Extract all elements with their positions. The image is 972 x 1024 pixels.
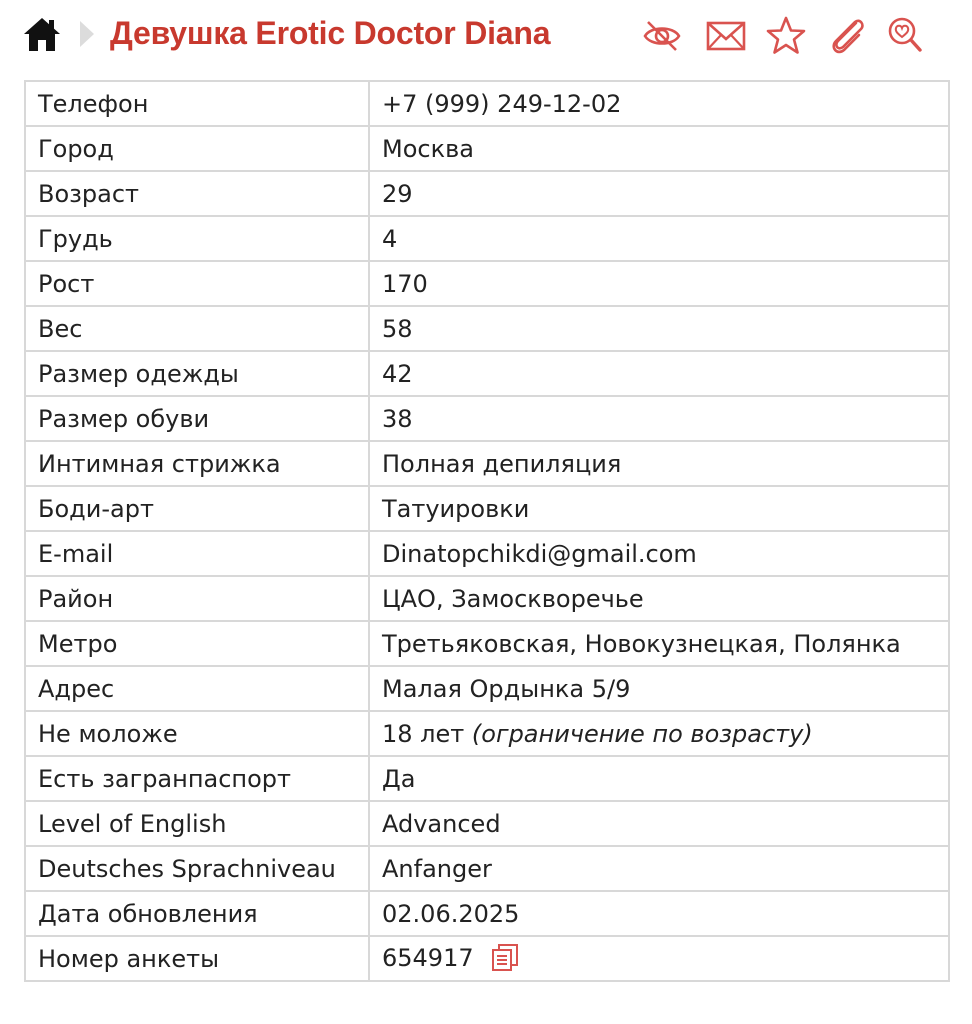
field-value: 29 bbox=[382, 179, 413, 208]
field-value: 02.06.2025 bbox=[382, 899, 520, 928]
field-value: Anfanger bbox=[382, 854, 492, 883]
page-title: Девушка Erotic Doctor Diana bbox=[110, 15, 551, 51]
field-value-cell bbox=[369, 801, 949, 846]
table-row bbox=[25, 126, 949, 171]
field-value: Да bbox=[382, 764, 416, 793]
field-note: (ограничение по возрасту) bbox=[471, 719, 813, 748]
field-label: E-mail bbox=[25, 531, 369, 576]
table-row bbox=[25, 801, 949, 846]
field-value-cell bbox=[369, 576, 949, 621]
field-label: Адрес bbox=[25, 666, 369, 711]
field-value-cell bbox=[369, 171, 949, 216]
field-value-cell bbox=[369, 126, 949, 171]
table-row bbox=[25, 396, 949, 441]
field-value-cell bbox=[369, 441, 949, 486]
table-row bbox=[25, 846, 949, 891]
field-value-cell bbox=[369, 846, 949, 891]
field-label: Рост bbox=[25, 261, 369, 306]
field-value-cell bbox=[369, 396, 949, 441]
profile-info-table bbox=[24, 80, 950, 982]
table-row bbox=[25, 711, 949, 756]
table-row bbox=[25, 576, 949, 621]
field-label: Интимная стрижка bbox=[25, 441, 369, 486]
table-row bbox=[25, 891, 949, 936]
table-row bbox=[25, 756, 949, 801]
field-value-cell bbox=[369, 486, 949, 531]
field-value-cell bbox=[369, 891, 949, 936]
table-row bbox=[25, 261, 949, 306]
table-row bbox=[25, 441, 949, 486]
eye-hidden-icon[interactable] bbox=[640, 14, 684, 58]
field-label: Возраст bbox=[25, 171, 369, 216]
table-row bbox=[25, 171, 949, 216]
top-bar bbox=[0, 0, 972, 72]
field-label: Есть загранпаспорт bbox=[25, 756, 369, 801]
field-label: Deutsches Sprachniveau bbox=[25, 846, 369, 891]
field-label: Грудь bbox=[25, 216, 369, 261]
chevron-right-icon bbox=[78, 19, 96, 49]
field-value: Advanced bbox=[382, 809, 501, 838]
field-value-cell bbox=[369, 531, 949, 576]
table-row bbox=[25, 531, 949, 576]
profile-actions bbox=[640, 14, 930, 58]
field-value-cell bbox=[369, 216, 949, 261]
field-value: Москва bbox=[382, 134, 474, 163]
field-label: Район bbox=[25, 576, 369, 621]
table-row bbox=[25, 486, 949, 531]
field-value: Dinatopchikdi@gmail.com bbox=[382, 539, 697, 568]
field-value: Полная депиляция bbox=[382, 449, 622, 478]
table-row bbox=[25, 351, 949, 396]
table-row bbox=[25, 306, 949, 351]
field-label: Размер обуви bbox=[25, 396, 369, 441]
field-value: 170 bbox=[382, 269, 428, 298]
paperclip-icon[interactable] bbox=[826, 14, 870, 58]
field-value-cell bbox=[369, 756, 949, 801]
field-value: 58 bbox=[382, 314, 413, 343]
field-value-cell bbox=[369, 81, 949, 126]
table-row bbox=[25, 216, 949, 261]
table-row bbox=[25, 666, 949, 711]
heart-search-icon[interactable] bbox=[884, 14, 928, 58]
field-label: Номер анкеты bbox=[25, 936, 369, 981]
field-label: Размер одежды bbox=[25, 351, 369, 396]
copy-icon[interactable] bbox=[490, 942, 520, 972]
field-value: 4 bbox=[382, 224, 398, 253]
field-label: Метро bbox=[25, 621, 369, 666]
field-value: Татуировки bbox=[382, 494, 530, 523]
field-value: 18 лет bbox=[382, 719, 465, 748]
star-icon[interactable] bbox=[764, 14, 808, 58]
field-label: Не моложе bbox=[25, 711, 369, 756]
field-label: Вес bbox=[25, 306, 369, 351]
table-row bbox=[25, 936, 949, 981]
field-value-cell bbox=[369, 621, 949, 666]
home-icon[interactable] bbox=[22, 14, 62, 54]
field-value: 42 bbox=[382, 359, 413, 388]
table-row bbox=[25, 621, 949, 666]
field-label: Телефон bbox=[25, 81, 369, 126]
field-value: Малая Ордынка 5/9 bbox=[382, 674, 631, 703]
envelope-icon[interactable] bbox=[704, 14, 748, 58]
field-label: Боди-арт bbox=[25, 486, 369, 531]
field-label: Дата обновления bbox=[25, 891, 369, 936]
field-value: 654917 bbox=[382, 943, 474, 972]
field-value-cell bbox=[369, 306, 949, 351]
table-row bbox=[25, 81, 949, 126]
field-value-cell bbox=[369, 351, 949, 396]
field-value-cell bbox=[369, 261, 949, 306]
field-value-cell bbox=[369, 666, 949, 711]
field-value: 38 bbox=[382, 404, 413, 433]
field-value: ЦАО, Замоскворечье bbox=[382, 584, 644, 613]
field-value-cell bbox=[369, 936, 949, 981]
field-value: +7 (999) 249-12-02 bbox=[382, 89, 622, 118]
field-label: Город bbox=[25, 126, 369, 171]
field-value-cell bbox=[369, 711, 949, 756]
field-value: Третьяковская, Новокузнецкая, Полянка bbox=[382, 629, 901, 658]
field-label: Level of English bbox=[25, 801, 369, 846]
